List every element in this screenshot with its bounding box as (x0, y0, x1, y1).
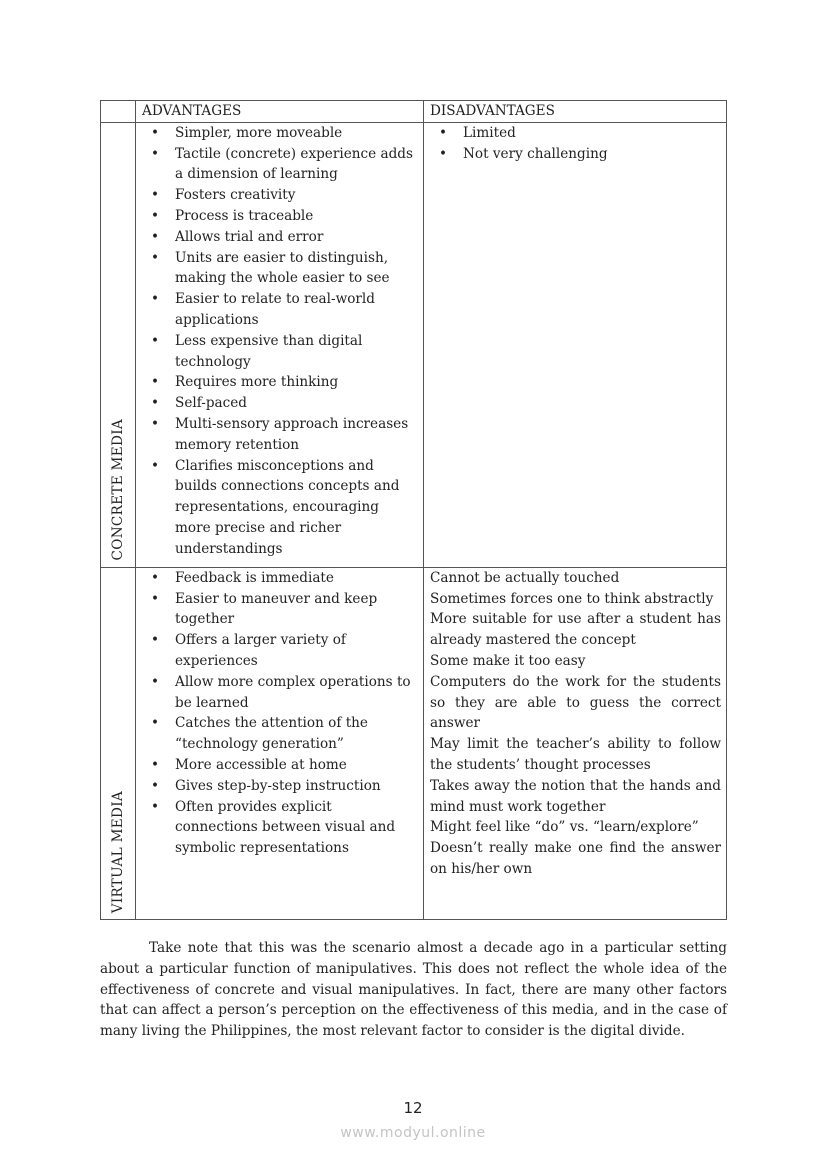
watermark: www.modyul.online (340, 1125, 486, 1141)
body-paragraph: Take note that this was the scenario almost a decade ago in a particular setting about a particular function of manipulatives. This does not reflect the whole idea of the effectiveness of concrete and visual manipulatives. In fact, there are many other factors that can affect a person’s perception on the effectiveness of this media, and in the case of many living the Philippines, the most relevant factor to consider is the digital divide. (100, 940, 727, 1040)
list-item: May limit the teacher’s ability to follow the students’ thought processes (430, 736, 721, 773)
disadvantages-list (430, 123, 721, 165)
row-label: VIRTUAL MEDIA (109, 790, 126, 913)
list-item: • Offers a larger variety of experiences (175, 630, 418, 672)
list-item: • Process is traceable (175, 206, 418, 227)
list-item: • Catches the attention of the “technology generation” (175, 713, 418, 755)
list-item: • Allow more complex operations to be learned (175, 672, 418, 714)
table-row-virtual (101, 567, 727, 919)
media-comparison-table (100, 100, 727, 920)
list-item: • Limited (463, 123, 721, 144)
list-item: • Not very challenging (463, 144, 721, 165)
header-disadvantages: DISADVANTAGES (424, 101, 727, 123)
list-item: Some make it too easy (430, 652, 586, 669)
header-empty (101, 101, 136, 123)
table-header-row (101, 101, 727, 123)
list-item: • Easier to relate to real-world applications (175, 289, 418, 331)
list-item: • Multi-sensory approach increases memory retention (175, 414, 418, 456)
list-item: • Gives step-by-step instruction (175, 776, 418, 797)
table-row-concrete (101, 122, 727, 567)
advantages-list (142, 123, 418, 560)
list-item: • Easier to maneuver and keep together (175, 589, 418, 631)
list-item: Might feel like “do” vs. “learn/explore” (430, 819, 699, 836)
list-item: Takes away the notion that the hands and mind must work together (430, 777, 721, 815)
advantages-list (142, 568, 418, 859)
list-item: • Tactile (concrete) experience adds a dimension of learning (175, 144, 418, 186)
list-item: Sometimes forces one to think abstractly (430, 590, 714, 607)
list-item: • Feedback is immediate (175, 568, 418, 589)
list-item: • Simpler, more moveable (175, 123, 418, 144)
list-item: Doesn’t really make one find the answer on his/her own (430, 840, 721, 877)
list-item: • Requires more thinking (175, 372, 418, 393)
list-item: • Often provides explicit connections between visual and symbolic representations (175, 797, 418, 859)
list-item: More suitable for use after a student has already mastered the concept (430, 611, 721, 649)
header-advantages: ADVANTAGES (136, 101, 424, 123)
list-item: • Clarifies misconceptions and builds connections concepts and representations, encouraging more precise and richer understandings (175, 456, 418, 560)
list-item: • More accessible at home (175, 755, 418, 776)
list-item: • Fosters creativity (175, 185, 418, 206)
list-item: • Self-paced (175, 393, 418, 414)
list-item: Cannot be actually touched (430, 569, 620, 586)
row-label: CONCRETE MEDIA (109, 419, 126, 561)
list-item: • Allows trial and error (175, 227, 418, 248)
list-item: • Units are easier to distinguish, making the whole easier to see (175, 248, 418, 290)
disadvantages-list (424, 567, 727, 919)
list-item: • Less expensive than digital technology (175, 331, 418, 373)
page-number: 12 (403, 1099, 423, 1117)
list-item: Computers do the work for the students so they are able to guess the correct answer (430, 673, 721, 732)
